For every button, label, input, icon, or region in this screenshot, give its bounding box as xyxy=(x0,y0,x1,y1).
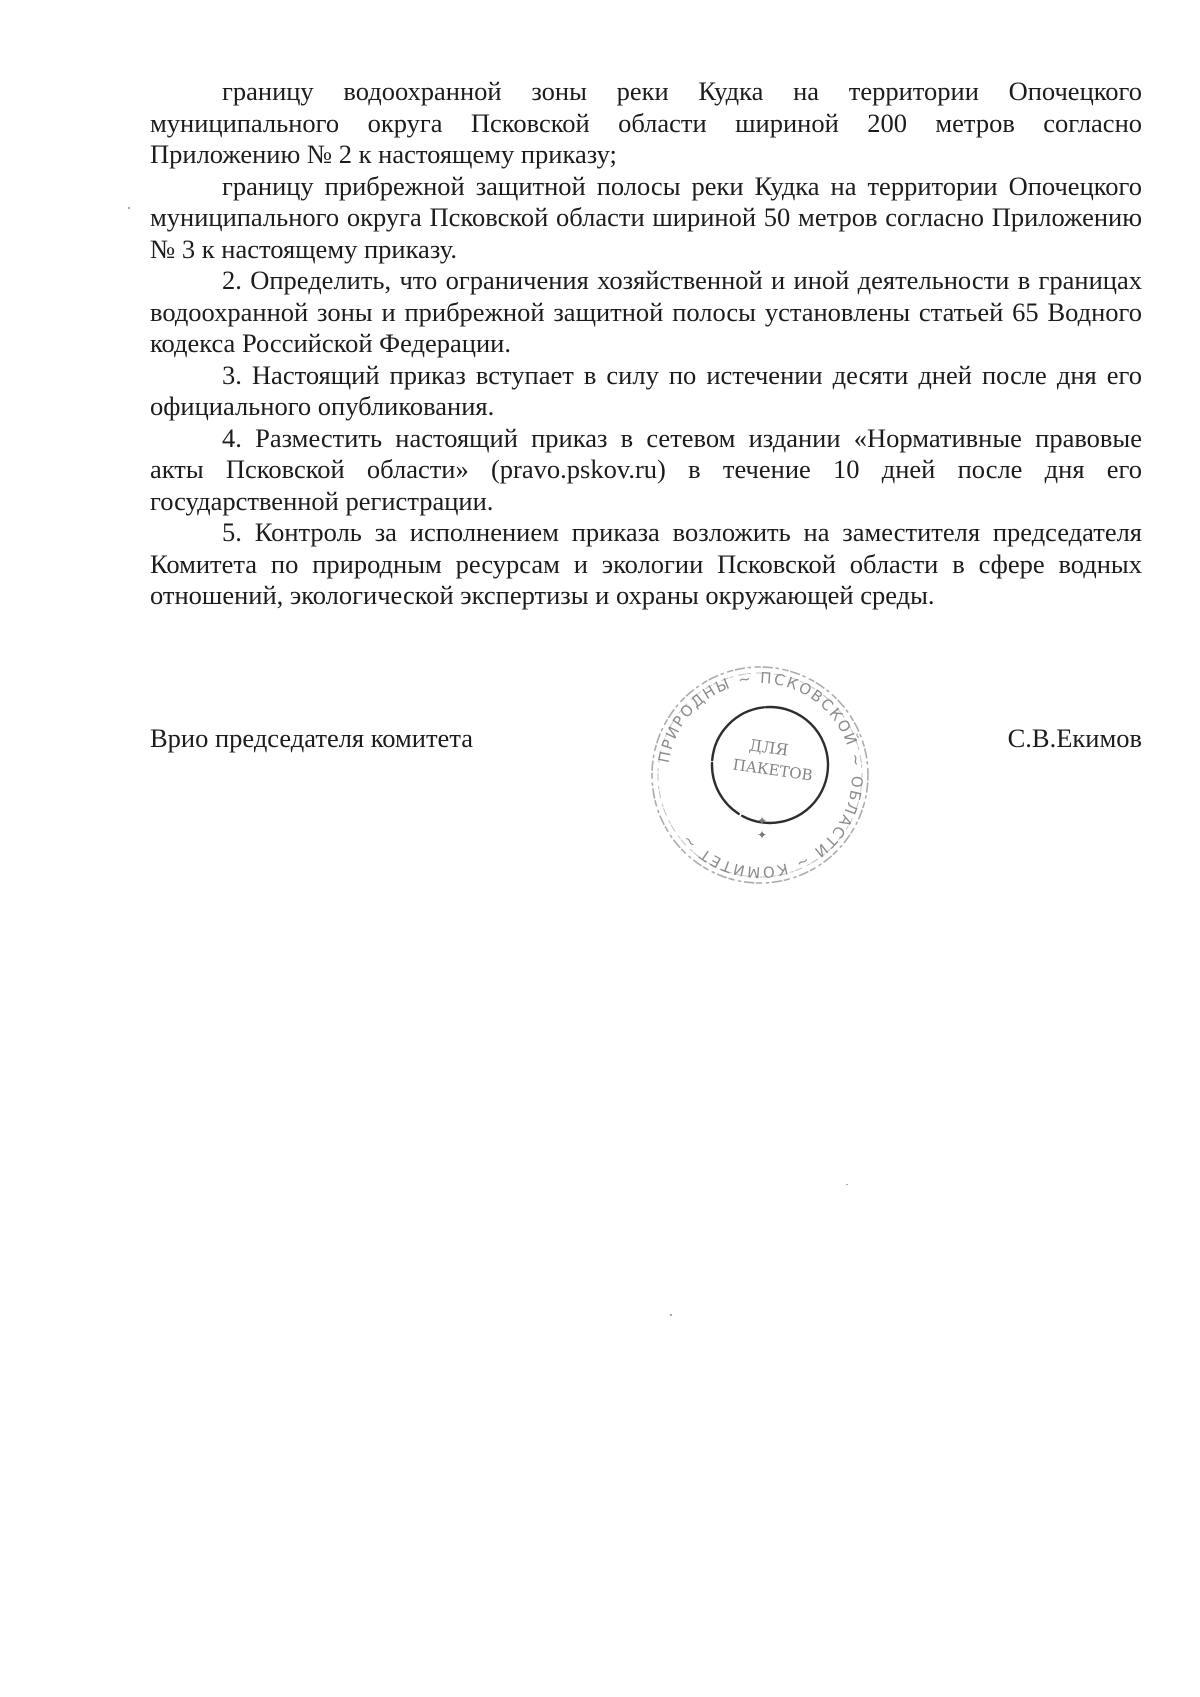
svg-text:ПАКЕТОВ: ПАКЕТОВ xyxy=(731,755,814,785)
scan-speck xyxy=(128,207,130,209)
svg-text:ДЛЯ: ДЛЯ xyxy=(747,735,790,760)
signer-title: Врио председателя комитета xyxy=(150,723,473,753)
paragraph-coastal-strip: границу прибрежной защитной полосы реки Кудка на территории Опочецкого муниципального округа Псковской области шириной 50 метров согласно Приложению № 3 к настоящему приказу. xyxy=(150,170,1142,264)
official-seal xyxy=(640,655,880,895)
document-body xyxy=(150,76,1142,612)
svg-text:ПРИРОДНЫ ~ ПСКОВСКОЙ ~ ОБЛАСТИ: ПРИРОДНЫ ~ ПСКОВСКОЙ ~ ОБЛАСТИ ~ КОМИТЕТ ~ xyxy=(654,668,867,882)
paragraph-water-protection-zone: границу водоохранной зоны реки Кудка на территории Опочецкого муниципального округа Псковской области шириной 200 метров согласно Приложению № 2 к настоящему приказу; xyxy=(150,76,1142,169)
paragraph-item-2: 2. Определить, что ограничения хозяйственной и иной деятельности в границах водоохранной зоны и прибрежной защитной полосы установлены статьей 65 Водного кодекса Российской Федерации. xyxy=(150,265,1142,358)
signer-name: С.В.Екимов xyxy=(1007,723,1142,753)
paragraph-item-4: 4. Разместить настоящий приказ в сетевом издании «Нормативные правовые акты Псковской области» (pravo.pskov.ru) в течение 10 дней после дня его государственной регистрации. xyxy=(150,422,1142,516)
svg-text:✦: ✦ xyxy=(756,814,768,828)
scan-speck xyxy=(846,1184,848,1185)
scan-speck xyxy=(670,1314,672,1316)
svg-text:✦: ✦ xyxy=(756,828,768,842)
paragraph-item-3: 3. Настоящий приказ вступает в силу по истечении десяти дней после дня его официального опубликования. xyxy=(150,359,1142,421)
paragraph-item-5: 5. Контроль за исполнением приказа возложить на заместителя председателя Комитета по природным ресурсам и экологии Псковской области в сфере водных отношений, экологической экспертизы и охраны окружающей среды. xyxy=(150,517,1142,610)
